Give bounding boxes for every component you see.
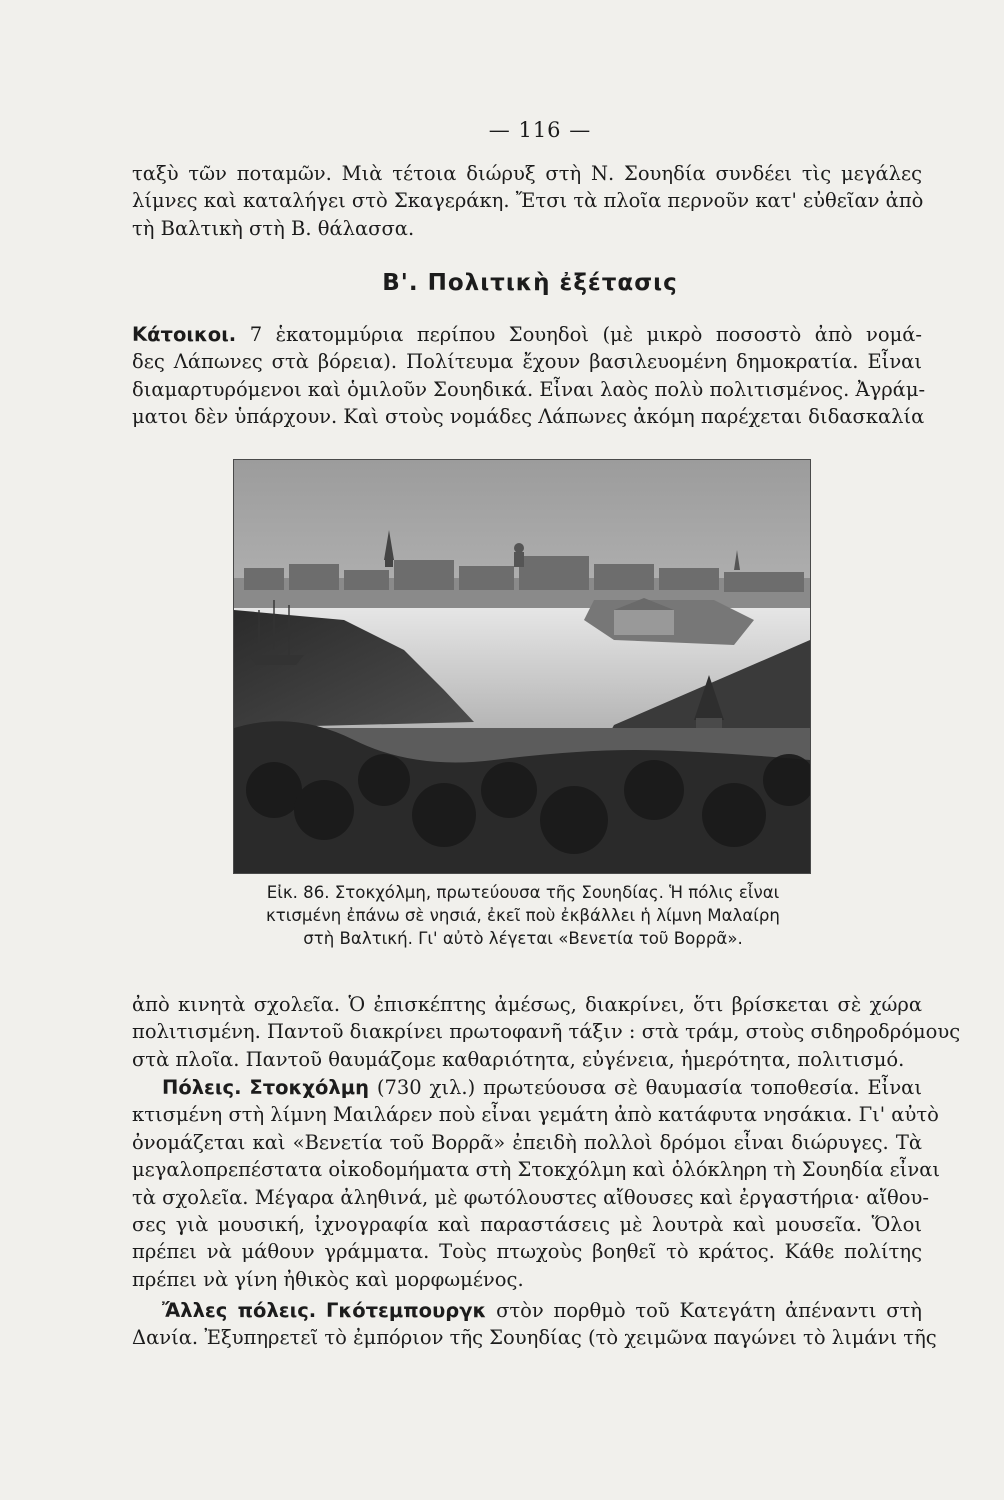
caption-line: κτισμένη ἐπάνω σὲ νησιά, ἐκεῖ ποὺ ἐκβάλλει ἡ λίμνη Μαλαίρη: [266, 906, 780, 925]
text-line: στὰ πλοῖα. Παντοῦ θαυμάζομε καθαριότητα, εὐγένεια, ἡμερότητα, πολιτισμό.: [132, 1047, 905, 1071]
caption-line: Εἰκ. 86. Στοκχόλμη, πρωτεύουσα τῆς Σουηδίας. Ἡ πόλις εἶναι: [266, 883, 780, 902]
section-heading: Β'. Πολιτικὴ ἐξέτασις: [382, 270, 678, 296]
text-line: ἀπὸ κινητὰ σχολεῖα. Ὁ ἐπισκέπτης ἀμέσως, διακρίνει, ὅτι βρίσκεται σὲ χώρα: [132, 993, 922, 1016]
text-line: κτισμένη στὴ λίμνη Μαιλάρεν ποὺ εἶναι γεμάτη ἀπὸ κατάφυτα νησάκια. Γι' αὐτὸ: [132, 1103, 939, 1127]
after-figure-paragraph: [132, 991, 961, 1073]
other-cities-label: Ἄλλες πόλεις.: [162, 1299, 317, 1322]
cities-paragraph: [132, 1074, 941, 1293]
text-line: τὰ σχολεῖα. Μέγαρα ἀληθινά, μὲ φωτόλουστες αἴθουσες καὶ ἐργαστήρια· αἴθου-: [132, 1185, 929, 1209]
text-line: σες γιὰ μουσική, ἰχνογραφία καὶ παραστάσεις μὲ λουτρὰ καὶ μουσεῖα. Ὅλοι: [132, 1212, 922, 1236]
text-line: δες Λάπωνες στὰ βόρεια). Πολίτευμα ἔχουν βασιλευομένη δημοκρατία. Εἶναι: [132, 350, 922, 374]
text-line: ταξὺ τῶν ποταμῶν. Μιὰ τέτοια διώρυξ στὴ Ν. Σουηδία συνδέει τὶς μεγάλες: [132, 162, 922, 185]
text-line: 7 ἑκατομμύρια περίπου Σουηδοὶ (μὲ μικρὸ ποσοστὸ ἀπὸ νομά-: [249, 323, 922, 346]
other-cities-paragraph: [132, 1297, 937, 1352]
text-line: πρέπει νὰ μάθουν γράμματα. Τοὺς πτωχοὺς βοηθεῖ τὸ κράτος. Κάθε πολίτης: [132, 1240, 922, 1264]
inhabitants-paragraph: [132, 321, 926, 431]
cities-label: Πόλεις.: [162, 1076, 242, 1099]
text-line: Δανία. Ἐξυπηρετεῖ τὸ ἐμπόριον τῆς Σουηδίας (τὸ χειμῶνα παγώνει τὸ λιμάνι τῆς: [132, 1326, 937, 1350]
stockholm-photo-image: [234, 460, 810, 873]
text-line: ὀνομάζεται καὶ «Βενετία τοῦ Βορρᾶ» ἐπειδὴ πολλοὶ δρόμοι εἶναι διώρυγες. Τὰ: [132, 1130, 922, 1154]
caption-line: στὴ Βαλτική. Γι' αὐτὸ λέγεται «Βενετία τοῦ Βορρᾶ».: [303, 929, 743, 948]
text-line: τὴ Βαλτικὴ στὴ Β. θάλασσα.: [132, 216, 415, 240]
text-line: πολιτισμένη. Παντοῦ διακρίνει πρωτοφανῆ τάξιν : στὰ τράμ, στοὺς σιδηροδρόμους: [132, 1020, 961, 1044]
text-line: μεγαλοπρεπέστατα οἰκοδομήματα στὴ Στοκχόλμη καὶ ὁλόκληρη τὴ Σουηδία εἶναι: [132, 1158, 941, 1182]
inhabitants-label: Κάτοικοι.: [132, 323, 237, 346]
goteborg-term: Γκότεμπουργκ: [325, 1299, 487, 1322]
text-line: στὸν πορθμὸ τοῦ Κατεγάτη ἀπέναντι στὴ: [496, 1299, 922, 1322]
stockholm-photo: [233, 459, 811, 874]
text-line: λίμνες καὶ καταλήγει στὸ Σκαγεράκη. Ἔτσι τὰ πλοῖα περνοῦν κατ' εὐθεῖαν ἀπὸ: [132, 189, 924, 213]
text-line: διαμαρτυρόμενοι καὶ ὁμιλοῦν Σουηδικά. Εἶναι λαὸς πολὺ πολιτισμένος. Ἀγράμ-: [132, 377, 926, 401]
intro-paragraph: [132, 160, 922, 242]
figure-caption: [230, 881, 816, 950]
text-line: (730 χιλ.) πρωτεύουσα σὲ θαυμασία τοποθεσία. Εἶναι: [376, 1076, 923, 1099]
text-line: ματοι δὲν ὑπάρχουν. Καὶ στοὺς νομάδες Λάπωνες ἀκόμη παρέχεται διδασκαλία: [132, 405, 925, 429]
page-number: — 116 —: [488, 118, 592, 142]
stockholm-term: Στοκχόλμη: [249, 1076, 369, 1099]
text-line: πρέπει νὰ γίνη ἠθικὸς καὶ μορφωμένος.: [132, 1267, 524, 1291]
